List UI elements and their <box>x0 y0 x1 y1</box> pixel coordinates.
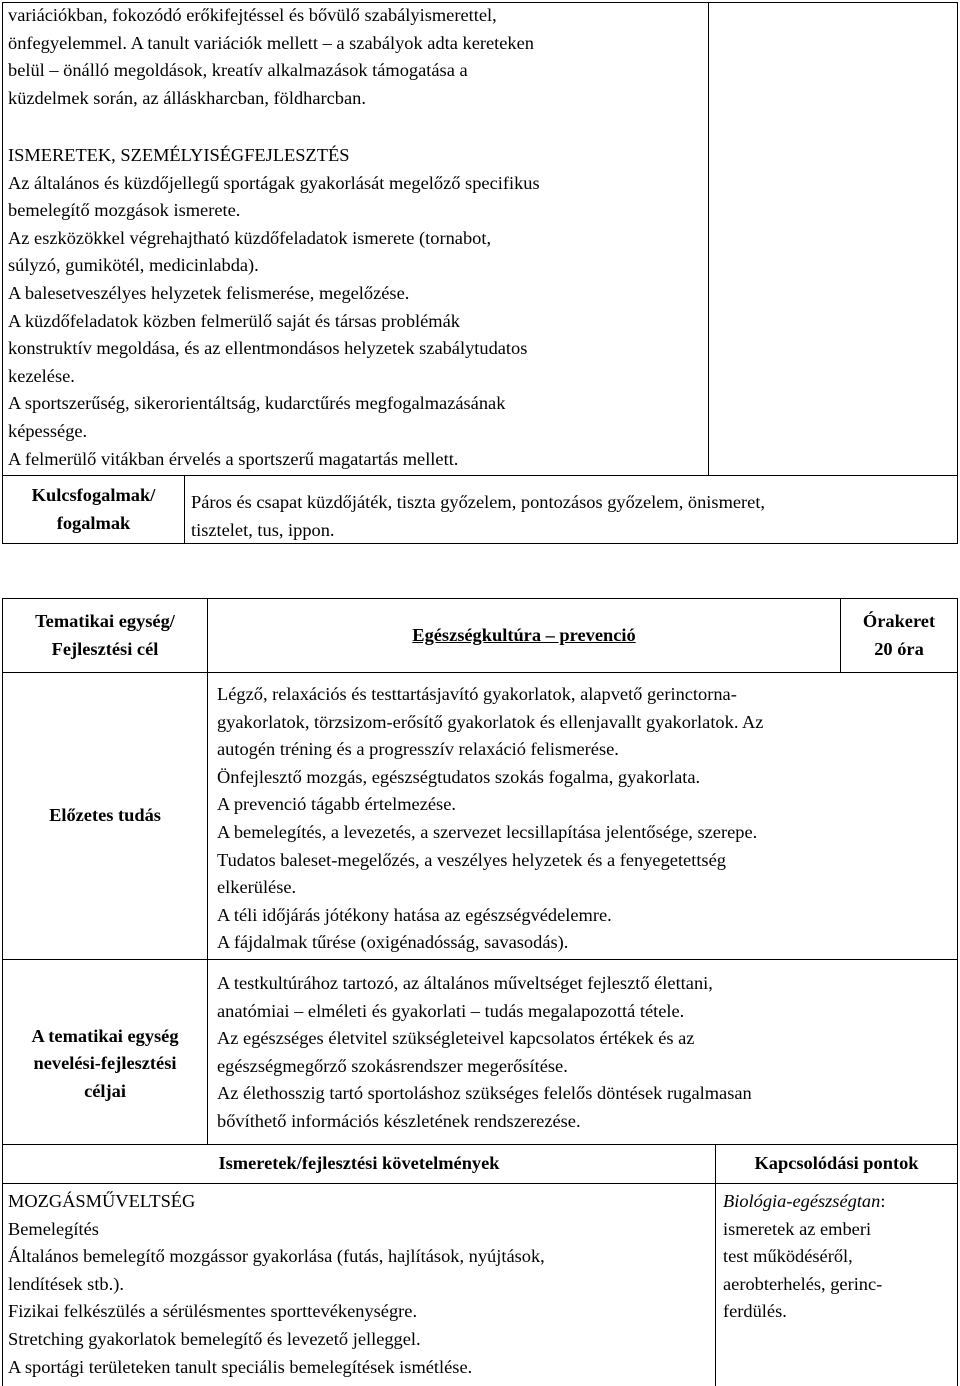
unit-label-line: Tematikai egység/ <box>35 610 175 631</box>
knowledge-line: képessége. <box>8 420 88 441</box>
requirements-line: Fizikai felkészülés a sérülésmentes sporttevékenységre. <box>8 1301 418 1322</box>
key-text-line: tisztelet, tus, ippon. <box>191 519 335 540</box>
requirements-line: Stretching gyakorlatok bemelegítő és levezető jelleggel. <box>8 1328 421 1349</box>
hours-value: 20 óra <box>874 638 924 659</box>
goals-label-line: nevelési-fejlesztési <box>33 1053 177 1074</box>
prior-line: elkerülése. <box>217 877 297 898</box>
intro-line: küzdelmek során, az álláskharcban, földharcban. <box>8 87 366 108</box>
prior-line: A fájdalmak tűrése (oxigénadósság, savasodás). <box>217 932 569 953</box>
links-line: ferdülés. <box>723 1301 787 1322</box>
prior-line: autogén tréning és a progresszív relaxáció felismerése. <box>217 739 619 760</box>
requirements-text <box>8 1188 714 1381</box>
prior-line: Önfejlesztő mozgás, egészségtudatos szokás fogalma, gyakorlata. <box>217 766 701 787</box>
knowledge-line: A sportszerűség, sikerorientáltság, kudarctűrés megfogalmazásának <box>8 393 506 414</box>
links-text <box>723 1188 957 1326</box>
requirements-header <box>2 1144 716 1184</box>
hours-cell <box>840 598 958 673</box>
key-label-line: Kulcsfogalmak/ <box>31 484 156 505</box>
prior-line: gyakorlatok, törzsizom-erősítő gyakorlatok és ellenjavallt gyakorlatok. Az <box>217 711 764 732</box>
goals-line: A testkultúrához tartozó, az általános műveltséget fejlesztő élettani, <box>217 973 713 993</box>
goals-line: bővíthető információs készletének rendszerezése. <box>217 1110 581 1131</box>
key-label-line: fogalmak <box>56 512 131 533</box>
links-subject: Biológia-egészségtan <box>723 1191 881 1211</box>
section1-knowledge <box>8 142 708 473</box>
intro-line: önfegyelemmel. A tanult variációk mellett – a szabályok adta kereteken <box>8 32 534 53</box>
requirements-line: lendítések stb.). <box>8 1273 124 1294</box>
hours-label: Órakeret <box>862 610 936 631</box>
prior-line: A bemelegítés, a levezetés, a szervezet lecsillapítása jelentősége, szerepe. <box>217 821 758 842</box>
knowledge-line: A küzdőfeladatok közben felmerülő saját és társas problémák <box>8 310 460 331</box>
goals-line: anatómiai – elméleti és gyakorlati – tudás megalapozottá tétele. <box>217 1000 685 1021</box>
prior-knowledge-label <box>2 672 208 960</box>
knowledge-line: Az általános és küzdőjellegű sportágak gyakorlását megelőző specifikus <box>8 172 540 193</box>
prior-knowledge-text <box>217 681 957 957</box>
goals-line: Az egészséges életvitel szükségleteivel kapcsolatos értékek és az <box>217 1028 695 1049</box>
prior-line: Légző, relaxációs és testtartásjavító gyakorlatok, alapvető gerinctorna- <box>217 684 737 704</box>
goals-line: Az élethosszig tartó sportoláshoz szükséges felelős döntések rugalmasan <box>217 1083 752 1104</box>
prior-line: A téli időjárás jótékony hatása az egészségvédelemre. <box>217 904 612 925</box>
section1-empty-cell <box>708 2 958 476</box>
links-line: test működéséről, <box>723 1246 853 1267</box>
requirements-header-text: Ismeretek/fejlesztési követelmények <box>218 1153 500 1174</box>
knowledge-line: bemelegítő mozgások ismerete. <box>8 200 241 221</box>
prior-label: Előzetes tudás <box>49 805 161 826</box>
knowledge-line: A balesetveszélyes helyzetek felismerése, megelőzése. <box>8 282 410 303</box>
goals-label-line: A tematikai egység <box>31 1025 179 1046</box>
unit-title: Egészségkultúra – prevenció <box>412 624 636 645</box>
knowledge-line: konstruktív megoldása, és az ellentmondásos helyzetek szabálytudatos <box>8 338 528 359</box>
links-line: aerobterhelés, gerinc- <box>723 1273 883 1294</box>
unit-label-line: Fejlesztési cél <box>51 638 159 659</box>
key-concepts-label <box>2 475 185 544</box>
requirements-line: MOZGÁSMŰVELTSÉG <box>8 1191 196 1211</box>
requirements-line: Általános bemelegítő mozgássor gyakorlása (futás, hajlítások, nyújtások, <box>8 1246 545 1267</box>
unit-title-cell <box>207 598 841 673</box>
links-header <box>715 1144 958 1184</box>
goals-label <box>2 959 208 1145</box>
goals-line: egészségmegőrző szokásrendszer megerősítése. <box>217 1055 568 1076</box>
knowledge-line: Az eszközökkel végrehajtható küzdőfeladatok ismerete (tornabot, <box>8 227 492 248</box>
prior-line: Tudatos baleset-megelőzés, a veszélyes helyzetek és a fenyegetettség <box>217 849 726 870</box>
goals-label-line: céljai <box>84 1080 126 1101</box>
links-subject-line: Biológia-egészségtan: <box>723 1191 886 1211</box>
key-concepts-text <box>191 489 956 544</box>
links-line: ismeretek az emberi <box>723 1218 872 1239</box>
requirements-line: Bemelegítés <box>8 1218 99 1239</box>
key-text-line: Páros és csapat küzdőjáték, tiszta győzelem, pontozásos győzelem, önismeret, <box>191 492 766 512</box>
goals-text <box>217 970 957 1136</box>
unit-label-cell <box>2 598 208 673</box>
section-heading: ISMERETEK, SZEMÉLYISÉGFEJLESZTÉS <box>8 145 350 165</box>
requirements-line: A sportági területeken tanult speciális bemelegítések ismétlése. <box>8 1356 473 1377</box>
intro-line: belül – önálló megoldások, kreatív alkalmazások támogatása a <box>8 60 468 81</box>
intro-line: variációkban, fokozódó erőkifejtéssel és bővülő szabályismerettel, <box>8 5 497 25</box>
knowledge-line: kezelése. <box>8 365 75 386</box>
knowledge-line: A felmerülő vitákban érvelés a sportszerű magatartás mellett. <box>8 448 459 469</box>
section1-intro <box>8 2 708 112</box>
links-header-text: Kapcsolódási pontok <box>754 1153 919 1174</box>
knowledge-line: súlyzó, gumikötél, medicinlabda). <box>8 255 259 276</box>
prior-line: A prevenció tágabb értelmezése. <box>217 794 456 815</box>
